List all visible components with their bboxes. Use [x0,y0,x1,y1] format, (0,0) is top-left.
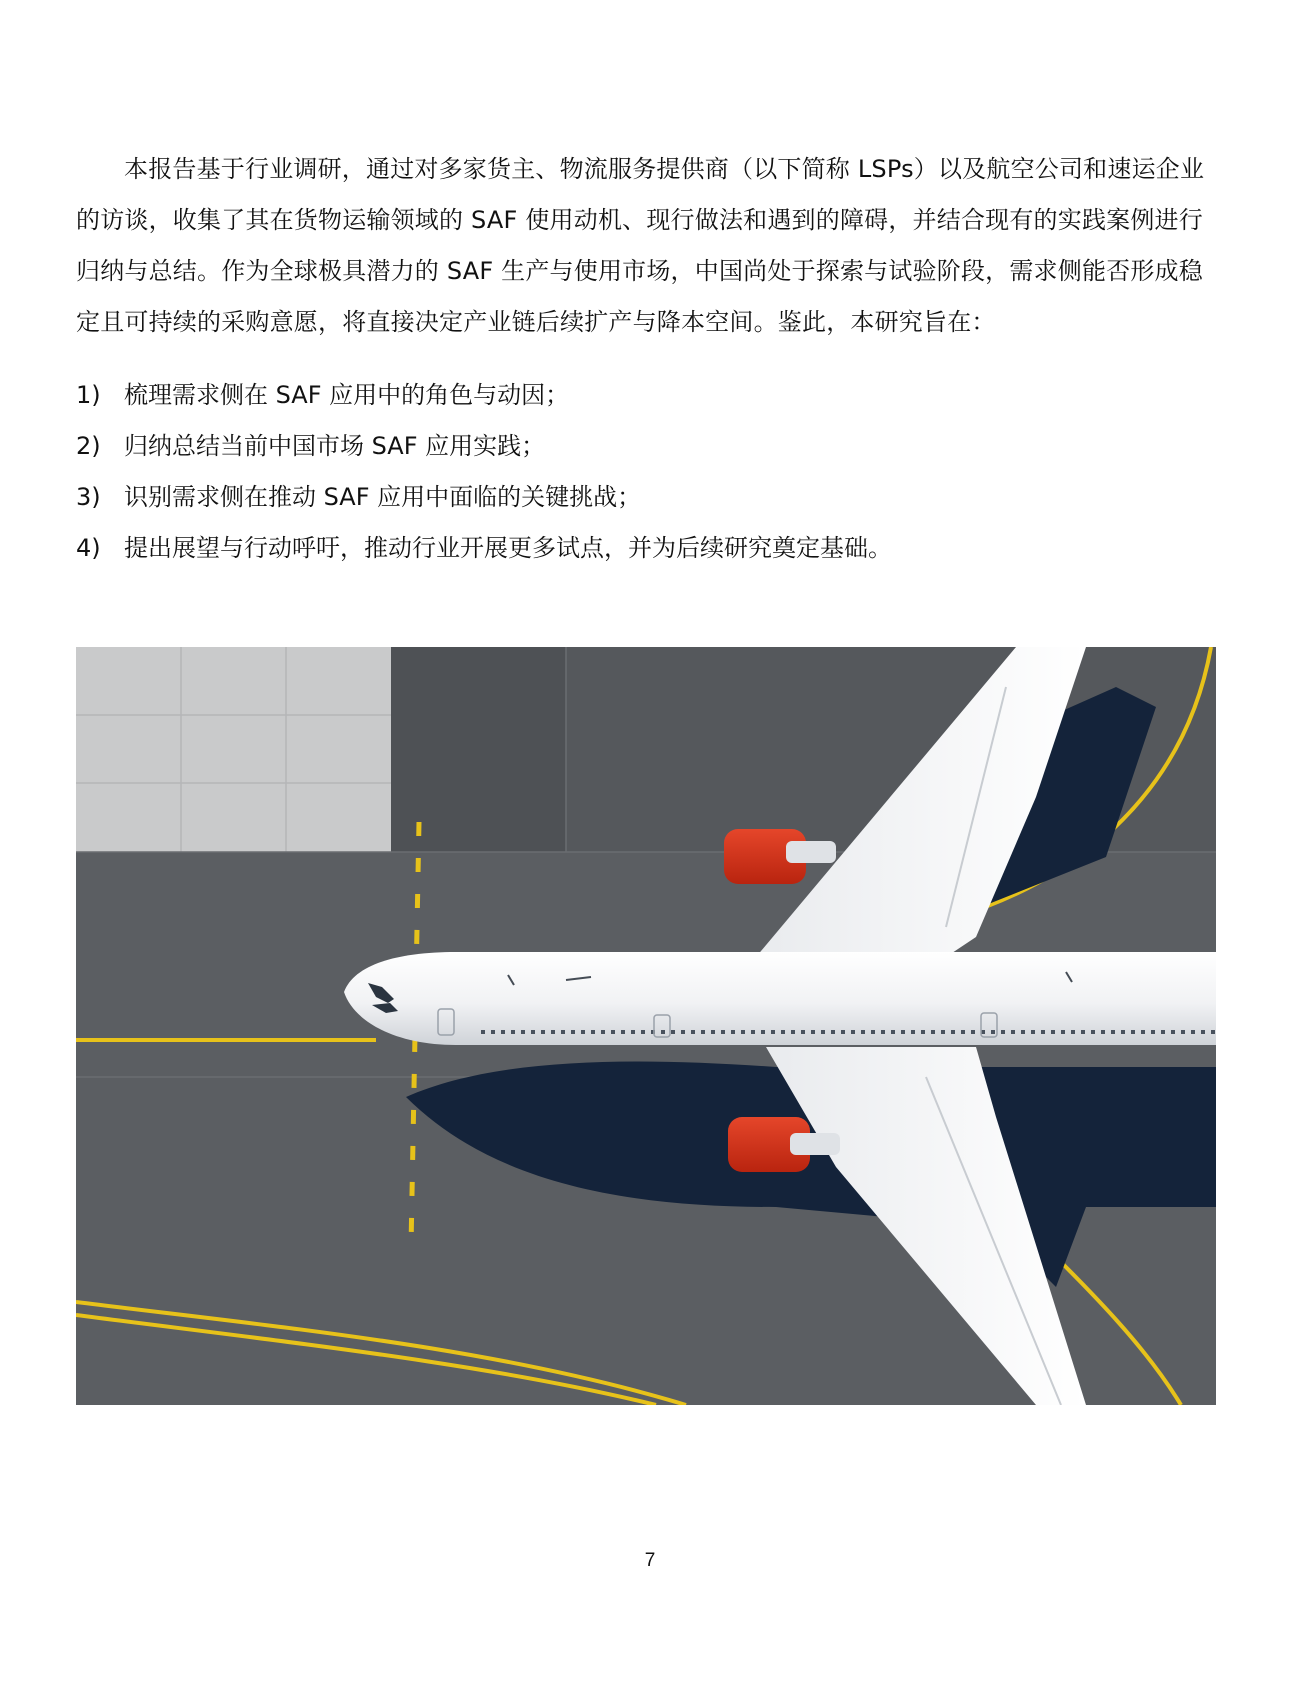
engine-pylon [790,1133,840,1155]
list-item [76,421,1206,472]
list-item-number: 3) [76,483,101,511]
airplane-aerial-illustration [76,647,1216,1405]
list-item-text: 提出展望与行动呼吁，推动行业开展更多试点，并为后续研究奠定基础。 [124,534,892,562]
asphalt-panel [391,647,566,852]
list-item-number: 4) [76,534,101,562]
airplane-photo [76,647,1216,1405]
list-item-text: 归纳总结当前中国市场 SAF 应用实践； [124,432,546,460]
concrete-apron [76,647,391,852]
page-number: 7 [644,1550,656,1571]
list-item-text: 识别需求侧在推动 SAF 应用中面临的关键挑战； [124,483,642,511]
list-item-number: 1) [76,381,101,409]
list-item-number: 2) [76,432,101,460]
list-item [76,472,1206,523]
research-aims-list [76,370,1206,574]
list-item-text: 梳理需求侧在 SAF 应用中的角色与动因； [124,381,570,409]
list-item [76,523,1206,574]
intro-paragraph: 本报告基于行业调研，通过对多家货主、物流服务提供商（以下简称 LSPs）以及航空公司和速运企业的访谈，收集了其在货物运输领域的 SAF 使用动机、现行做法和遇到的障碍，并结合现有的实践案例进行归纳与总结。作为全球极具潜力的 SAF 生产与使用市场，中国尚处于探索与试验阶段，需求侧能否形成稳定且可持续的采购意愿，将直接决定产业链后续扩产与降本空间。鉴此，本研究旨在： [76,155,1205,336]
fuselage [344,952,1216,1045]
page-content [76,144,1206,574]
engine-pylon [786,841,836,863]
list-item [76,370,1206,421]
